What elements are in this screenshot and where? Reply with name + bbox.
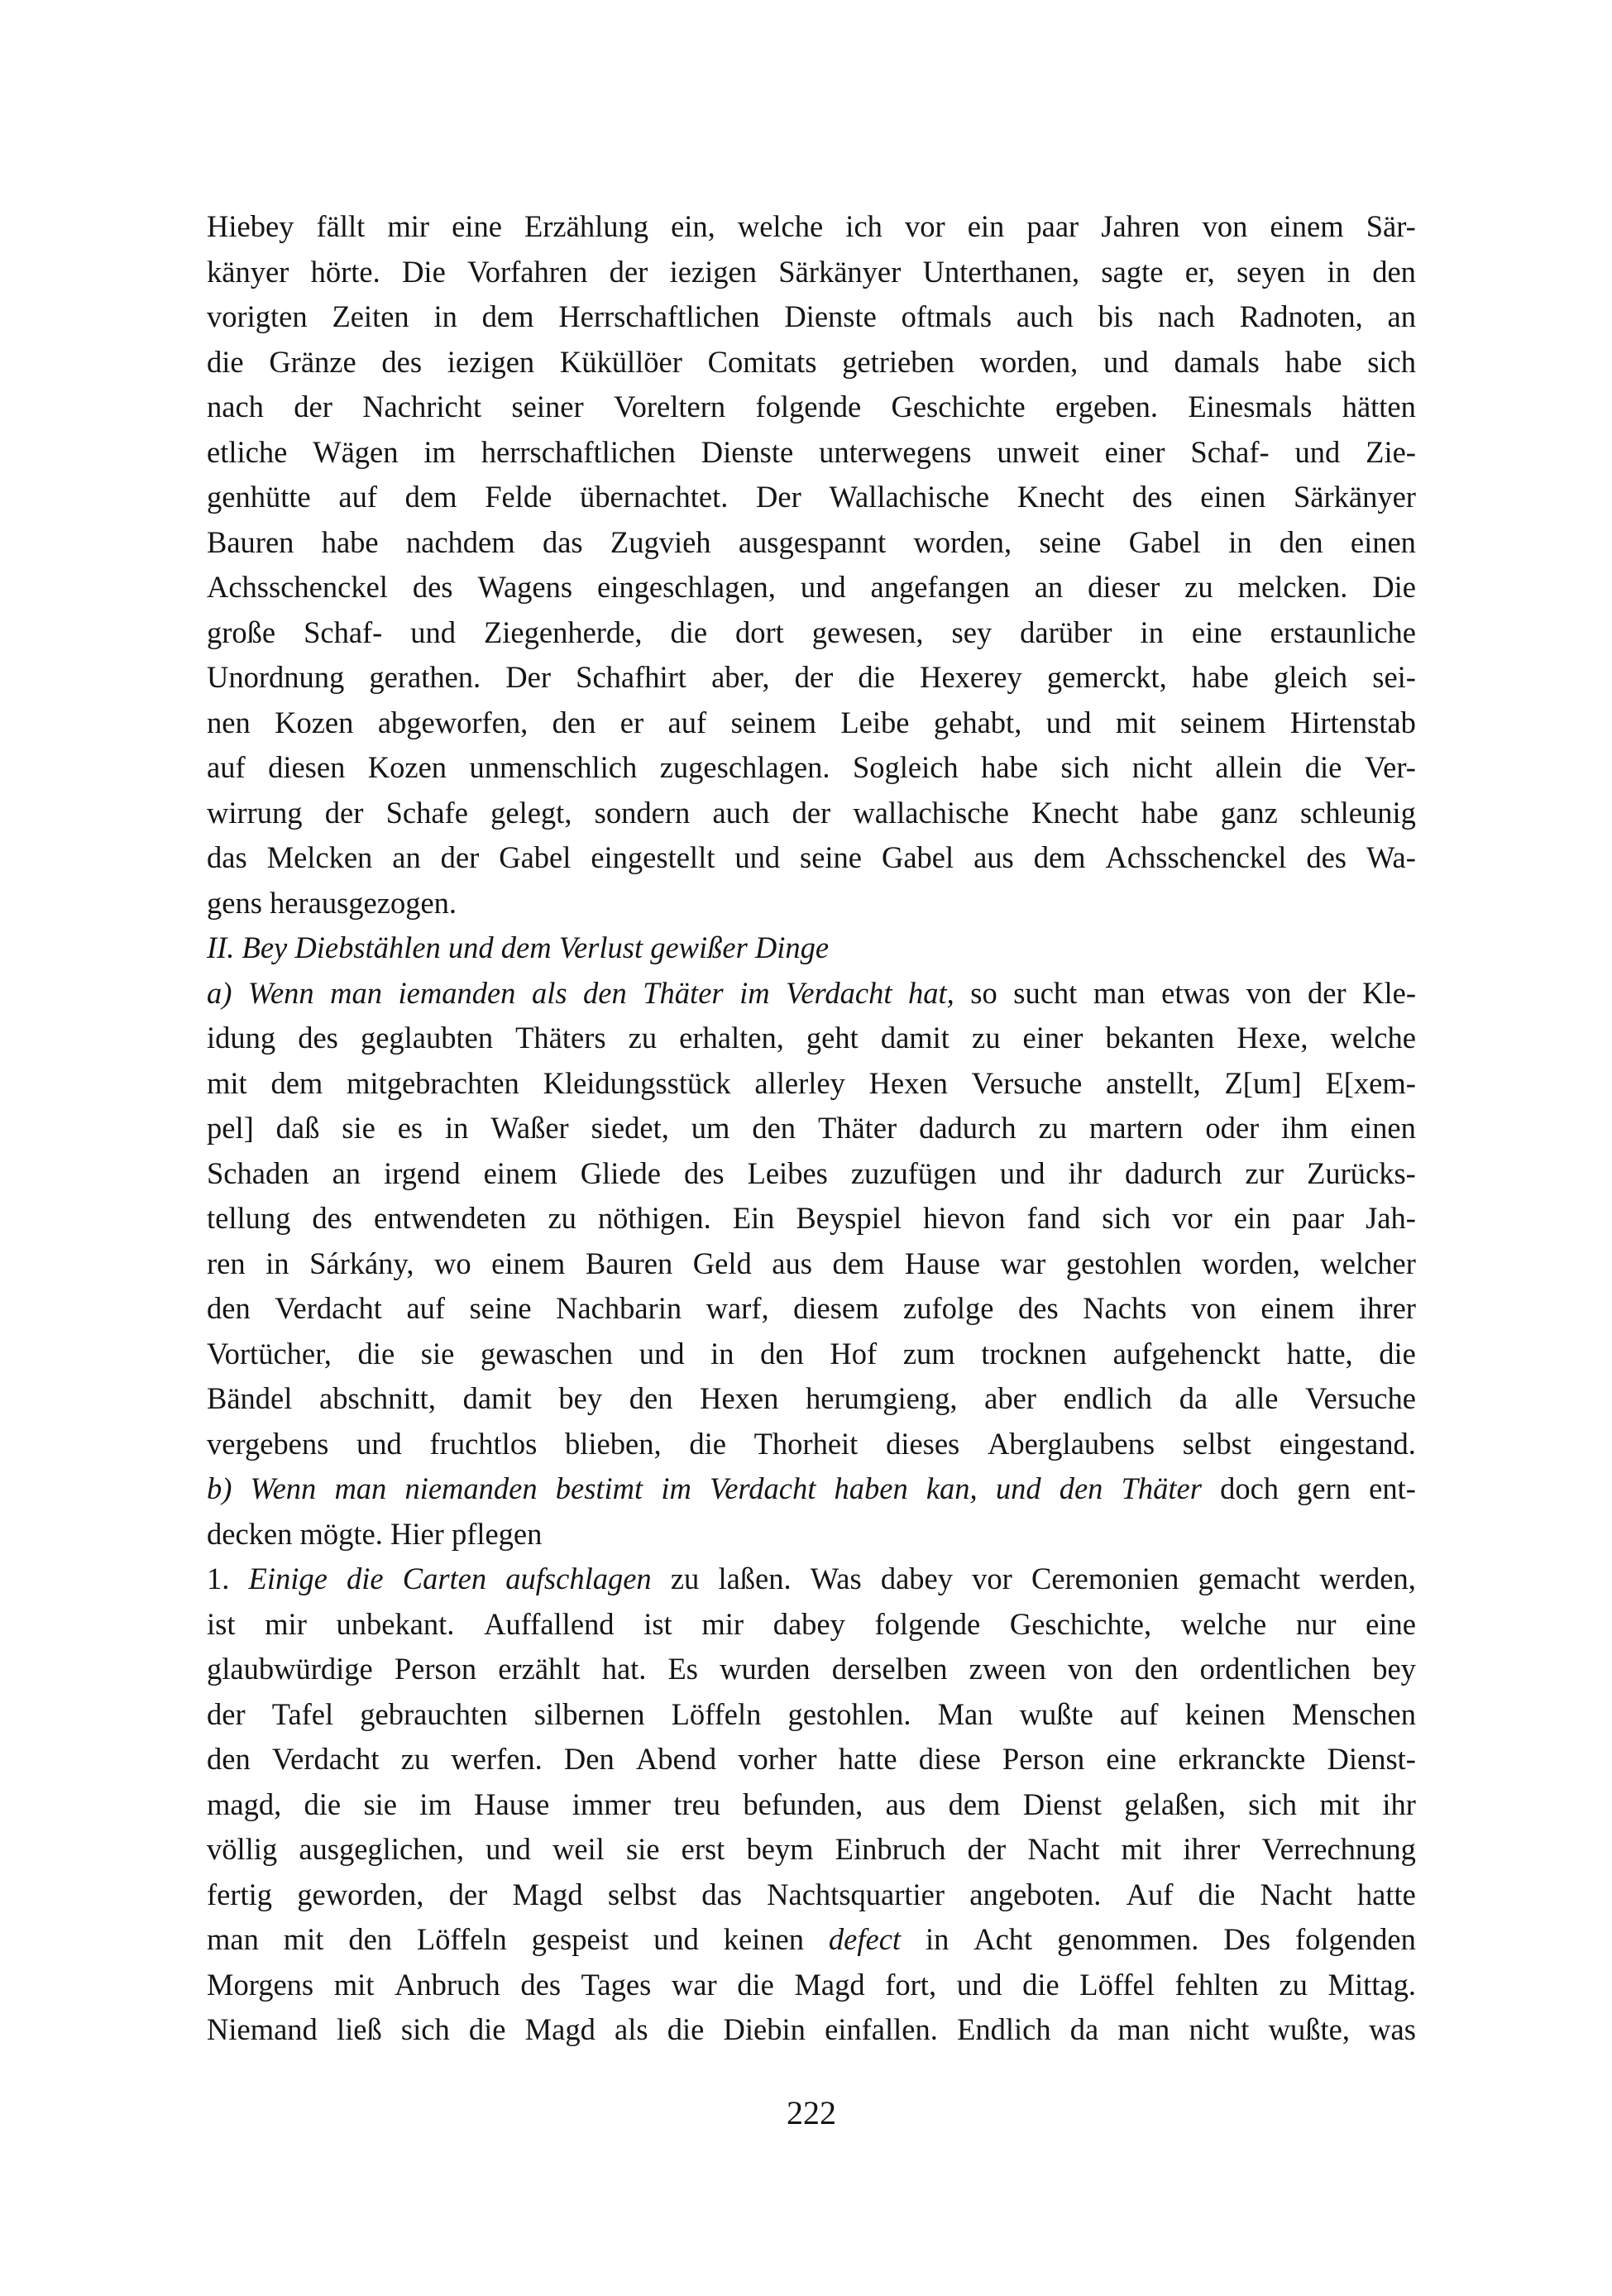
text-line: 1. Einige die Carten aufschlagen zu laßen. Was dabey vor Ceremonien gemacht werden,: [207, 1562, 1416, 1595]
text-line: a) Wenn man iemanden als den Thäter im Verdacht hat, so sucht man etwas von der Kle-: [207, 975, 1416, 1010]
text-line: glaubwürdige Person erzählt hat. Es wurden derselben zween von den ordentlichen bey: [207, 1652, 1416, 1686]
text-line: große Schaf- und Ziegenherde, die dort gewesen, sey darüber in eine erstaunliche: [207, 615, 1416, 649]
text-line: ren in Sárkány, wo einem Bauren Geld aus dem Hause war gestohlen worden, welcher: [207, 1246, 1416, 1280]
text-line: tellung des entwendeten zu nöthigen. Ein Beyspiel hievon fand sich vor ein paar Jah-: [207, 1201, 1416, 1235]
text-block: [207, 204, 1416, 2053]
text-line: den Verdacht auf seine Nachbarin warf, diesem zufolge des Nachts von einem ihrer: [207, 1291, 1416, 1325]
text-line: Schaden an irgend einem Gliede des Leibes zuzufügen und ihr dadurch zur Zurücks-: [207, 1155, 1416, 1190]
text-line: känyer hörte. Die Vorfahren der iezigen Särkänyer Unterthanen, sagte er, seyen in den: [207, 254, 1416, 289]
page-number: 222: [787, 2094, 836, 2131]
text-line: Vortücher, die sie gewaschen und in den Hof zum trocknen aufgehenckt hatte, die: [207, 1336, 1416, 1370]
text-line: vorigten Zeiten in dem Herrschaftlichen Dienste oftmals auch bis nach Radnoten, an: [207, 299, 1416, 333]
text-line: vergebens und fruchtlos blieben, die Thorheit dieses Aberglaubens selbst eingestand.: [207, 1426, 1416, 1461]
text-line: nen Kozen abgeworfen, den er auf seinem Leibe gehabt, und mit seinem Hirtenstab: [207, 705, 1416, 739]
text-line: mit dem mitgebrachten Kleidungsstück allerley Hexen Versuche anstellt, Z[um] E[xem-: [207, 1065, 1416, 1100]
text-line: gens herausgezogen.: [207, 885, 457, 920]
text-line: b) Wenn man niemanden bestimt im Verdacht haben kan, und den Thäter doch gern ent-: [207, 1471, 1416, 1505]
text-line: II. Bey Diebstählen und dem Verlust gewißer Dinge: [207, 930, 830, 964]
text-line: Niemand ließ sich die Magd als die Diebin einfallen. Endlich da man nicht wußte, was: [207, 2012, 1416, 2046]
text-line: Hiebey fällt mir eine Erzählung ein, welche ich vor ein paar Jahren von einem Sär-: [207, 209, 1416, 243]
text-line: genhütte auf dem Felde übernachtet. Der Wallachische Knecht des einen Särkänyer: [207, 480, 1416, 514]
text-line: völlig ausgeglichen, und weil sie erst beym Einbruch der Nacht mit ihrer Verrechnung: [207, 1832, 1416, 1866]
text-line: wirrung der Schafe gelegt, sondern auch der wallachische Knecht habe ganz schleunig: [207, 795, 1416, 830]
text-line: nach der Nachricht seiner Voreltern folgende Geschichte ergeben. Einesmals hätten: [207, 390, 1416, 423]
text-line: die Gränze des iezigen Küküllöer Comitats getrieben worden, und damals habe sich: [207, 344, 1416, 379]
text-line: fertig geworden, der Magd selbst das Nachtsquartier angeboten. Auf die Nacht hatte: [207, 1877, 1416, 1911]
text-line: das Melcken an der Gabel eingestellt und seine Gabel aus dem Achsschenckel des Wa-: [207, 840, 1416, 874]
text-line: der Tafel gebrauchten silbernen Löffeln gestohlen. Man wußte auf keinen Menschen: [207, 1696, 1416, 1731]
text-line: Bauren habe nachdem das Zugvieh ausgespannt worden, seine Gabel in den einen: [207, 524, 1416, 559]
text-line: Unordnung gerathen. Der Schafhirt aber, der die Hexerey gemerckt, habe gleich sei-: [207, 660, 1416, 694]
text-line: idung des geglaubten Thäters zu erhalten, geht damit zu einer bekanten Hexe, welche: [207, 1021, 1416, 1055]
text-line: decken mögte. Hier pflegen: [207, 1516, 543, 1551]
text-line: auf diesen Kozen unmenschlich zugeschlagen. Sogleich habe sich nicht allein die Ver-: [207, 750, 1416, 784]
text-line: man mit den Löffeln gespeist und keinen defect in Acht genommen. Des folgenden: [207, 1922, 1416, 1956]
text-line: ist mir unbekant. Auffallend ist mir dabey folgende Geschichte, welche nur eine: [207, 1606, 1416, 1641]
text-line: Achsschenckel des Wagens eingeschlagen, und angefangen an dieser zu melcken. Die: [207, 570, 1416, 604]
text-line: Morgens mit Anbruch des Tages war die Magd fort, und die Löffel fehlten zu Mittag.: [207, 1967, 1416, 2002]
text-line: magd, die sie im Hause immer treu befunden, aus dem Dienst gelaßen, sich mit ihr: [207, 1787, 1416, 1821]
text-line: den Verdacht zu werfen. Den Abend vorher hatte diese Person eine erkranckte Dienst-: [207, 1742, 1416, 1776]
text-line: etliche Wägen im herrschaftlichen Dienste unterwegens unweit einer Schaf- und Zie-: [207, 434, 1416, 469]
text-line: pel] daß sie es in Waßer siedet, um den Thäter dadurch zu martern oder ihm einen: [207, 1111, 1416, 1145]
text-line: Bändel abschnitt, damit bey den Hexen herumgieng, aber endlich da alle Versuche: [207, 1381, 1416, 1415]
